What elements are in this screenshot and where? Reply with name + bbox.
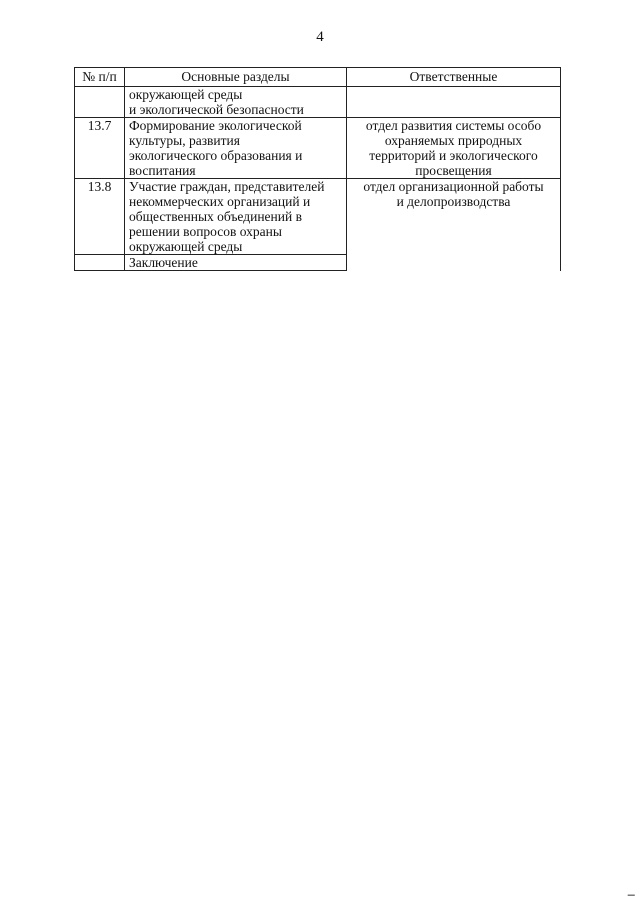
row-section <box>125 255 347 271</box>
section-line: окружающей среды <box>129 87 243 102</box>
responsible-line: просвещения <box>415 163 492 178</box>
row-section <box>125 87 347 118</box>
row-number <box>75 255 125 271</box>
section-line: общественных объединений в <box>129 209 302 224</box>
section-line: культуры, развития <box>129 133 240 148</box>
row-section <box>125 118 347 179</box>
section-line: окружающей среды <box>129 239 243 254</box>
section-line: некоммерческих организаций и <box>129 194 311 209</box>
sections-table <box>74 67 561 271</box>
responsible-line: отдел организационной работы <box>363 179 544 194</box>
section-line: Формирование экологической <box>129 118 302 133</box>
section-line: Заключение <box>129 255 198 270</box>
header-sections: Основные разделы <box>125 68 347 87</box>
page-number: 4 <box>316 29 324 45</box>
section-line: воспитания <box>129 163 196 178</box>
header-number: № п/п <box>75 68 125 87</box>
row-responsible <box>347 179 561 271</box>
row-section <box>125 179 347 255</box>
section-line: Участие граждан, представителей <box>129 179 325 194</box>
responsible-line: и делопроизводства <box>396 194 511 209</box>
section-line: и экологической безопасности <box>129 102 304 117</box>
responsible-line: отдел развития системы особо <box>365 118 542 133</box>
section-line: решении вопросов охраны <box>129 224 282 239</box>
row-number: 13.8 <box>75 179 125 255</box>
table-header-row <box>75 68 561 87</box>
row-responsible <box>347 87 561 118</box>
responsible-line: территорий и экологического <box>369 148 538 163</box>
row-number <box>75 87 125 118</box>
table-row <box>75 87 561 118</box>
section-line: экологического образования и <box>129 148 303 163</box>
table-row <box>75 118 561 179</box>
responsible-line: охраняемых природных <box>384 133 523 148</box>
header-responsible: Ответственные <box>347 68 561 87</box>
row-responsible <box>347 118 561 179</box>
table-row <box>75 179 561 255</box>
scan-mark: ▪▪▪▪▪▪ <box>627 893 634 899</box>
row-number: 13.7 <box>75 118 125 179</box>
